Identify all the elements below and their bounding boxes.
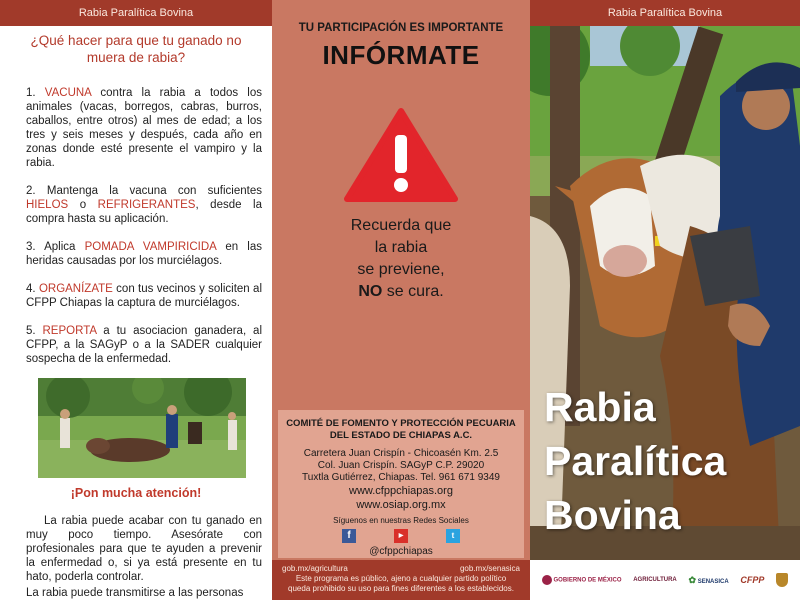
informate-title: INFÓRMATE xyxy=(322,40,480,70)
cover-title-line-3: Bovina xyxy=(544,492,681,538)
social-icons xyxy=(278,529,524,543)
closing-paragraph-2: La rabia puede transmitirse a las personas xyxy=(26,587,244,599)
cover-title xyxy=(544,380,726,542)
website-link-2[interactable]: www.osiap.org.mx xyxy=(356,499,446,511)
step-4-post: con tus vecinos y soliciten al CFPP Chiapas la captura de murciélagos. xyxy=(26,283,262,309)
social-handle: @cfppchiapas xyxy=(369,546,433,557)
step-4 xyxy=(26,282,262,310)
step-2-highlight: HIELOS xyxy=(26,199,69,211)
agricultura-link[interactable]: gob.mx/agricultura xyxy=(282,564,348,573)
step-5 xyxy=(26,324,262,366)
step-2-post: , desde la compra hasta su aplicación. xyxy=(26,199,262,225)
org-name-1: COMITÉ DE FOMENTO Y PROTECCIÓN PECUARIA xyxy=(286,418,516,429)
middle-footer xyxy=(272,560,530,600)
step-1-pre: 1. xyxy=(26,87,45,99)
step-3-pre: 3. Aplica xyxy=(26,241,85,253)
gobierno-mexico-label: GOBIERNO DE MÉXICO xyxy=(553,577,622,584)
step-1 xyxy=(26,86,262,170)
mexico-seal-icon xyxy=(542,575,552,585)
step-3 xyxy=(26,240,262,268)
left-panel xyxy=(0,0,272,600)
step-5-pre: 5. xyxy=(26,325,43,337)
footer-note-2: queda prohibido su uso para fines diferentes a los establecidos. xyxy=(288,584,514,593)
remember-cure: se cura. xyxy=(382,283,444,300)
steps-list xyxy=(0,86,272,366)
senasica-leaf-icon: ✿ xyxy=(688,574,697,585)
remember-text xyxy=(272,215,530,303)
remember-line-2: la rabia xyxy=(374,239,428,256)
left-question: ¿Qué hacer para que tu ganado no muera de rabia? xyxy=(30,33,242,65)
attention-heading: ¡Pon mucha atención! xyxy=(70,486,202,500)
step-2-highlight-2: REFRIGERANTES xyxy=(97,199,196,211)
remember-line-3: se previene, xyxy=(357,261,445,278)
warning-icon xyxy=(343,107,459,203)
farm-photo-illustration xyxy=(38,378,246,478)
step-1-post: contra la rabia a todos los animales (vacas, borregos, cabras, burros, caballos, entre otros) al mes de edad; a los tres y seis meses y después, cada año en zonas donde esté presente el vampiro y la rabia. xyxy=(26,87,262,169)
follow-text: Síguenos en nuestras Redes Sociales xyxy=(333,516,469,525)
right-panel xyxy=(530,0,800,600)
remember-no: NO xyxy=(358,283,383,300)
cover-title-line-1: Rabia xyxy=(544,384,656,430)
step-5-post: a tu asociacion ganadera, al CFPP, a la SAGyP o a la SADER cualquier sospecha de la enfermedad. xyxy=(26,325,262,365)
closing-paragraph: La rabia puede acabar con tu ganado en muy poco tiempo. Asesórate con profesionales para que te ayuden a prevenir la enfermedad o, si ya está presente en tu hato, poderla controlar. xyxy=(26,515,262,583)
org-address-3: Tuxtla Gutiérrez, Chiapas. Tel. 961 671 9349 xyxy=(302,472,500,483)
remember-line-4 xyxy=(272,281,530,303)
cfpp-logo: CFPP xyxy=(740,575,765,585)
senasica-label: SENASICA xyxy=(697,578,729,585)
step-3-highlight: POMADA VAMPIRICIDA xyxy=(84,241,217,253)
farm-photo xyxy=(38,378,246,478)
footer-links xyxy=(282,563,520,574)
step-1-highlight: VACUNA xyxy=(44,87,92,99)
organization-box xyxy=(278,410,524,558)
step-5-highlight: REPORTA xyxy=(42,325,97,337)
remember-line-1: Recuerda que xyxy=(350,217,452,234)
org-address-2: Col. Juan Crispín. SAGyP C.P. 29020 xyxy=(317,460,485,471)
step-2-pre: 2. Mantenga la vacuna con suficientes xyxy=(26,185,262,197)
middle-panel xyxy=(272,0,530,600)
agricultura-logo: AGRICULTURA xyxy=(633,577,677,583)
participation-kicker: TU PARTICIPACIÓN ES IMPORTANTE xyxy=(298,22,504,34)
cover-title-line-2: Paralítica xyxy=(544,438,727,484)
senasica-link[interactable]: gob.mx/senasica xyxy=(459,564,520,573)
step-4-highlight: ORGANÍZATE xyxy=(38,283,113,295)
gobierno-mexico-logo xyxy=(542,575,622,585)
step-4-pre: 4. xyxy=(26,283,39,295)
left-header: Rabia Paralítica Bovina xyxy=(0,0,272,26)
step-3-post: en las heridas causadas por los murciélagos. xyxy=(26,241,262,267)
org-address-1: Carretera Juan Crispín - Chicoasén Km. 2.5 xyxy=(303,448,499,459)
footer-note-1: Este programa es público, ajeno a cualquier partido político xyxy=(295,574,507,583)
right-header: Rabia Paralítica Bovina xyxy=(530,0,800,26)
chiapas-shield-icon xyxy=(776,573,788,587)
org-name-2: DEL ESTADO DE CHIAPAS A.C. xyxy=(329,430,473,441)
step-2 xyxy=(26,184,262,226)
facebook-icon[interactable]: f xyxy=(342,529,356,543)
website-link-1[interactable]: www.cfppchiapas.org xyxy=(349,485,453,497)
step-2-mid: o xyxy=(68,199,98,211)
twitter-icon[interactable]: t xyxy=(446,529,460,543)
youtube-icon[interactable]: ▶ xyxy=(394,529,408,543)
sponsor-logos xyxy=(530,560,800,600)
senasica-logo xyxy=(688,575,728,586)
